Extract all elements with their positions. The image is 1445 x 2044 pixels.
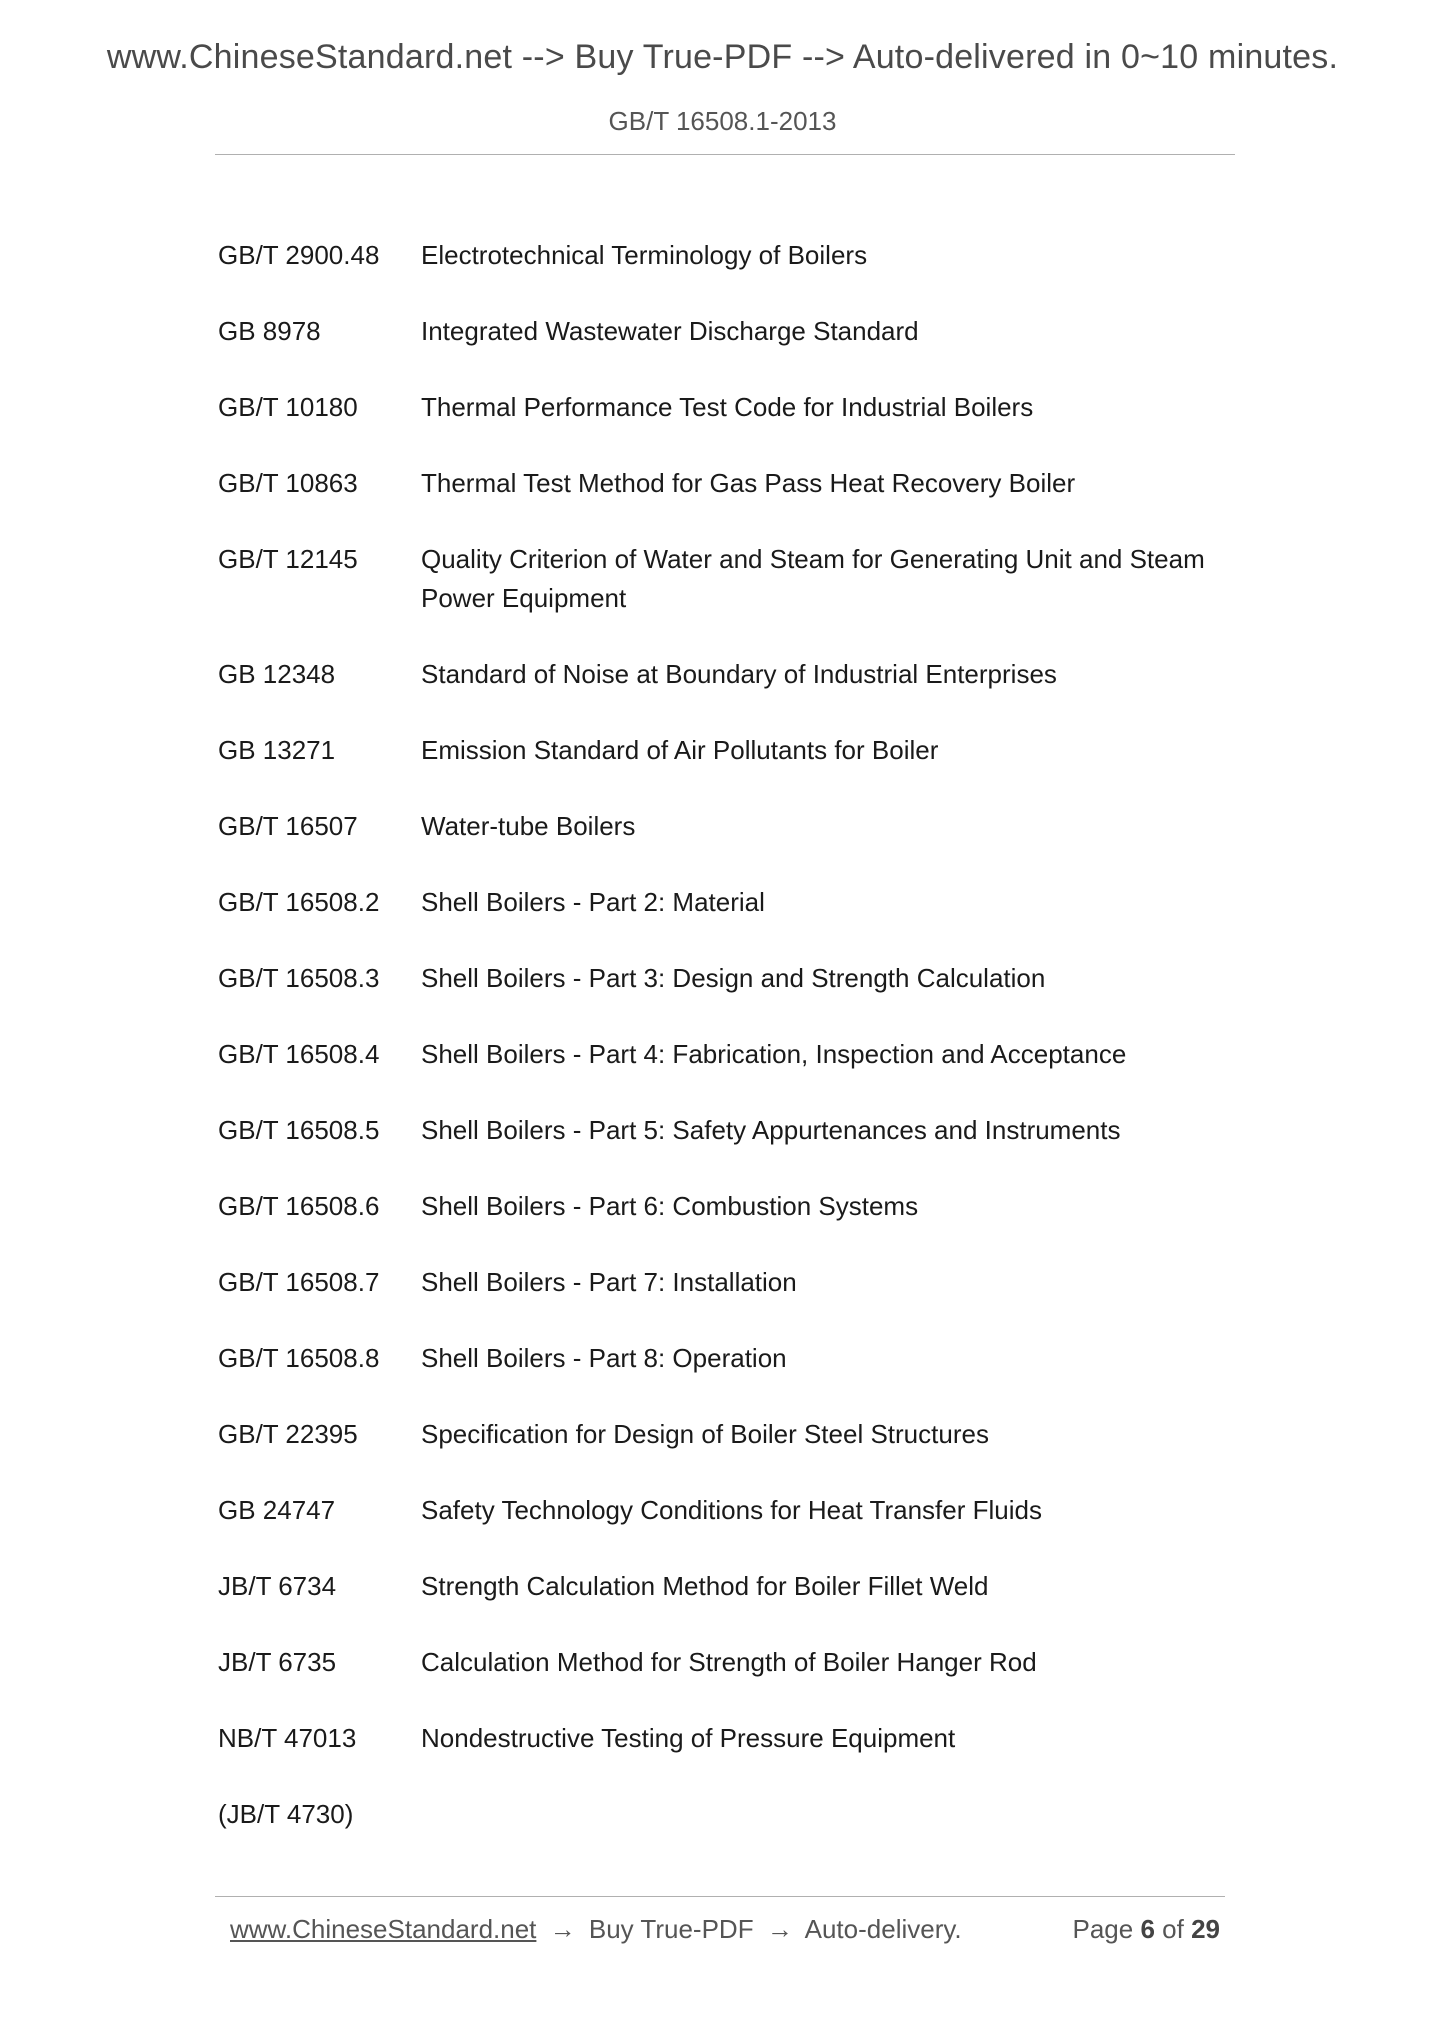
reference-code: GB/T 16508.4 (218, 1039, 380, 1069)
reference-code: GB 24747 (218, 1495, 336, 1525)
reference-title: Shell Boilers - Part 8: Operation (421, 1343, 787, 1373)
document-code: GB/T 16508.1-2013 (608, 106, 837, 136)
reference-row (218, 312, 1238, 351)
reference-code: GB/T 16508.8 (218, 1343, 380, 1373)
of-label: of (1162, 1914, 1184, 1944)
reference-title: Specification for Design of Boiler Steel Structures (421, 1419, 989, 1449)
page-current: 6 (1140, 1914, 1155, 1944)
normative-references-list (218, 236, 1238, 1871)
reference-row (218, 1187, 1238, 1226)
header-divider (215, 154, 1235, 155)
reference-title: Shell Boilers - Part 5: Safety Appurtenances and Instruments (421, 1115, 1121, 1145)
reference-title: Thermal Test Method for Gas Pass Heat Recovery Boiler (421, 468, 1076, 498)
reference-title: Quality Criterion of Water and Steam for Generating Unit and Steam Power Equipment (421, 544, 1205, 613)
reference-code: GB/T 16507 (218, 811, 358, 841)
reference-code: GB/T 22395 (218, 1419, 358, 1449)
reference-code: GB/T 16508.5 (218, 1115, 380, 1145)
reference-code: NB/T 47013 (218, 1723, 357, 1753)
page-label: Page (1072, 1914, 1134, 1944)
reference-row (218, 1035, 1238, 1074)
reference-row (218, 1491, 1238, 1530)
reference-code: GB 12348 (218, 659, 336, 689)
reference-code: GB/T 2900.48 (218, 240, 380, 270)
page-total: 29 (1191, 1914, 1220, 1944)
reference-row (218, 1567, 1238, 1606)
reference-code: GB/T 10863 (218, 468, 358, 498)
footer-buy-text: Buy True-PDF (588, 1914, 754, 1944)
reference-row (218, 655, 1238, 694)
reference-title: Calculation Method for Strength of Boiler Hanger Rod (421, 1647, 1037, 1677)
reference-code: GB/T 16508.6 (218, 1191, 380, 1221)
footer-divider (215, 1896, 1225, 1897)
reference-row (218, 1795, 1238, 1834)
reference-title: Nondestructive Testing of Pressure Equipment (421, 1723, 956, 1753)
page-number (1072, 1914, 1220, 1945)
reference-code: GB/T 16508.2 (218, 887, 380, 917)
reference-row (218, 540, 1238, 618)
reference-row (218, 1719, 1238, 1758)
reference-code: JB/T 6734 (218, 1571, 337, 1601)
reference-row (218, 731, 1238, 770)
reference-row (218, 388, 1238, 427)
reference-code: GB/T 16508.3 (218, 963, 380, 993)
page-footer (230, 1914, 1220, 1945)
reference-row (218, 807, 1238, 846)
arrow-right-icon: → (549, 1914, 576, 1944)
reference-row (218, 1415, 1238, 1454)
reference-code: GB/T 12145 (218, 544, 358, 574)
arrow-right-icon: → (766, 1914, 793, 1944)
reference-code: GB/T 16508.7 (218, 1267, 380, 1297)
reference-title: Shell Boilers - Part 7: Installation (421, 1267, 797, 1297)
reference-title: Integrated Wastewater Discharge Standard (421, 316, 919, 346)
reference-code: (JB/T 4730) (218, 1799, 354, 1829)
reference-title: Shell Boilers - Part 6: Combustion Systems (421, 1191, 919, 1221)
reference-title: Shell Boilers - Part 4: Fabrication, Inspection and Acceptance (421, 1039, 1127, 1069)
reference-title: Emission Standard of Air Pollutants for Boiler (421, 735, 939, 765)
reference-title: Water-tube Boilers (421, 811, 636, 841)
reference-title: Thermal Performance Test Code for Industrial Boilers (421, 392, 1034, 422)
top-banner: www.ChineseStandard.net --> Buy True-PDF --> Auto-delivered in 0~10 minutes. (106, 38, 1339, 76)
reference-title: Strength Calculation Method for Boiler Fillet Weld (421, 1571, 989, 1601)
reference-row (218, 883, 1238, 922)
reference-code: GB 8978 (218, 316, 321, 346)
reference-code: GB/T 10180 (218, 392, 358, 422)
reference-row (218, 959, 1238, 998)
reference-row (218, 1111, 1238, 1150)
reference-title: Shell Boilers - Part 2: Material (421, 887, 765, 917)
reference-row (218, 1263, 1238, 1302)
reference-row (218, 1339, 1238, 1378)
reference-row (218, 1643, 1238, 1682)
reference-title: Electrotechnical Terminology of Boilers (421, 240, 868, 270)
footer-website-link[interactable]: www.ChineseStandard.net (230, 1914, 537, 1944)
reference-code: JB/T 6735 (218, 1647, 337, 1677)
reference-code: GB 13271 (218, 735, 336, 765)
reference-title: Standard of Noise at Boundary of Industrial Enterprises (421, 659, 1057, 689)
reference-row (218, 464, 1238, 503)
reference-title (421, 1795, 1238, 1834)
reference-title: Safety Technology Conditions for Heat Transfer Fluids (421, 1495, 1042, 1525)
reference-row (218, 236, 1238, 275)
footer-delivery-text: Auto-delivery. (804, 1914, 962, 1944)
reference-title: Shell Boilers - Part 3: Design and Strength Calculation (421, 963, 1046, 993)
